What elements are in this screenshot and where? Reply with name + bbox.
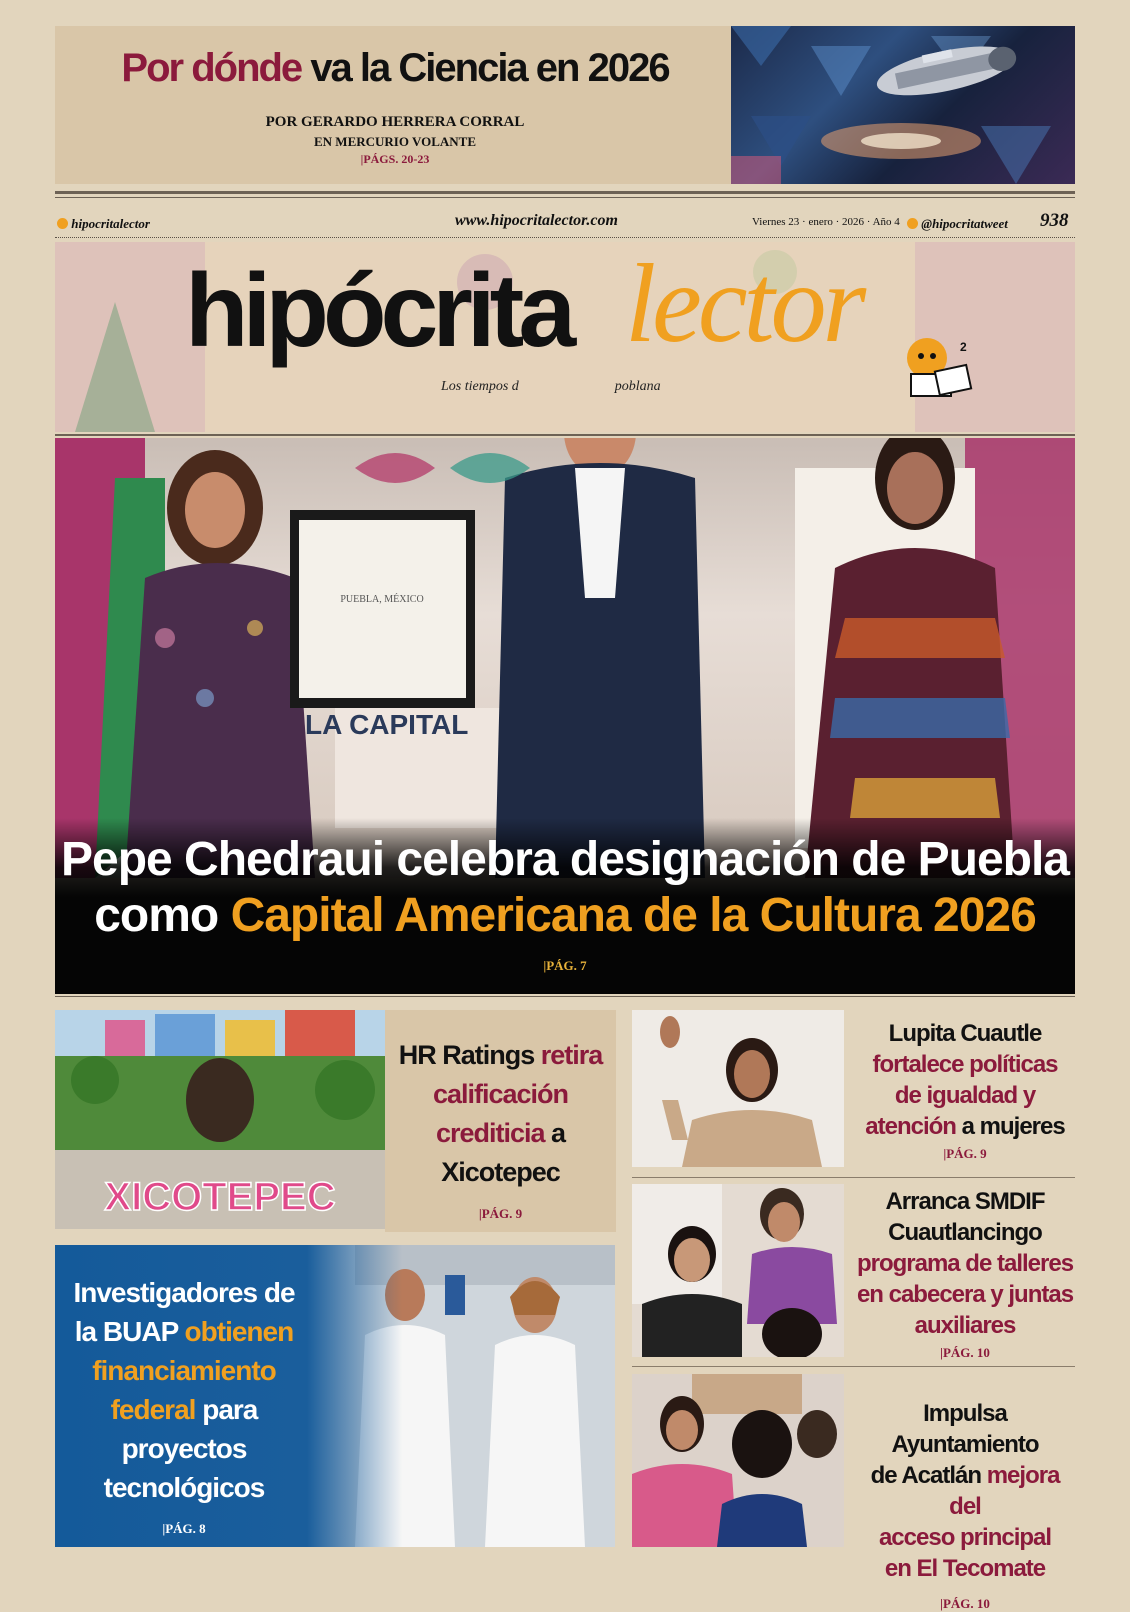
website-link[interactable]: www.hipocritalector.com xyxy=(455,212,618,229)
hero-headline-line1: Pepe Chedraui celebra designación de Puebla xyxy=(60,833,1069,886)
masthead-meta-row xyxy=(55,212,1075,238)
acatlan-story[interactable] xyxy=(855,1398,1075,1612)
banner-byline: POR GERARDO HERRERA CORRAL xyxy=(265,114,525,130)
banner-space-image xyxy=(731,26,1075,184)
logo-superscript: 2 xyxy=(960,340,967,354)
buap-page-ref: |PÁG. 8 xyxy=(162,1521,206,1536)
divider-rule xyxy=(55,191,1075,194)
smdif-page-ref: |PÁG. 10 xyxy=(940,1345,990,1360)
masthead xyxy=(55,242,1075,432)
banner-title-rest: va la Ciencia en 2026 xyxy=(310,46,669,90)
logo-light: lector xyxy=(625,242,863,366)
buap-story[interactable] xyxy=(55,1245,615,1547)
divider-rule xyxy=(55,197,1075,198)
facebook-handle[interactable]: hipocritalector xyxy=(57,216,150,232)
smdif-photo[interactable] xyxy=(632,1184,844,1357)
hero-page-ref: |PÁG. 7 xyxy=(543,958,587,973)
hero-photo[interactable] xyxy=(55,438,1075,878)
banner-pages: |PÁGS. 20-23 xyxy=(360,152,430,166)
certificate-text: PUEBLA, MÉXICO xyxy=(340,594,424,605)
banner-title-highlight: Por dónde xyxy=(121,46,302,90)
banner-publication: EN MERCURIO VOLANTE xyxy=(313,134,477,149)
issue-number: 938 xyxy=(1040,210,1069,231)
divider-rule xyxy=(55,996,1075,997)
divider-rule xyxy=(55,434,1075,436)
twitter-icon xyxy=(907,218,918,229)
buap-headline: Investigadores de la BUAP obtienen financiamiento federal para proyectos tecnológicos xyxy=(73,1277,295,1503)
logo-bold: hipócrita xyxy=(185,253,571,369)
acatlan-photo[interactable] xyxy=(632,1374,844,1547)
hero-headline-box[interactable] xyxy=(55,818,1075,994)
xicotepec-page-ref: |PÁG. 9 xyxy=(478,1206,523,1221)
smdif-headline: Arranca SMDIF Cuautlancingo programa de talleres en cabecera y juntas auxiliares xyxy=(856,1188,1074,1339)
hero-headline-line2: como Capital Americana de la Cultura 2026 xyxy=(94,889,1036,942)
acatlan-page-ref: |PÁG. 10 xyxy=(940,1596,990,1611)
xicotepec-story[interactable] xyxy=(385,1010,616,1232)
xicotepec-photo[interactable] xyxy=(55,1010,385,1229)
mascot-reader-icon xyxy=(897,334,977,400)
lupita-page-ref: |PÁG. 9 xyxy=(943,1146,987,1161)
issue-date: Viernes 23 · enero · 2026 · Año 4 xyxy=(752,216,900,228)
masthead-tagline: Los tiempos d poblana xyxy=(441,379,661,394)
xicotepec-headline: HR Ratings retira calificación crediticia a Xicotepec xyxy=(398,1040,603,1187)
divider-rule xyxy=(632,1366,1075,1367)
acatlan-headline: Impulsa Ayuntamiento de Acatlán mejora del acceso principal en El Tecomate xyxy=(870,1400,1060,1582)
divider-rule xyxy=(632,1177,1075,1178)
xicotepec-sign: XICOTEPEC xyxy=(104,1175,336,1219)
banner-title xyxy=(55,46,735,91)
smdif-story[interactable] xyxy=(855,1186,1075,1361)
lupita-story[interactable] xyxy=(855,1018,1075,1162)
lupita-photo[interactable] xyxy=(632,1010,844,1167)
backdrop-text: LA CAPITAL xyxy=(305,709,469,740)
lupita-headline: Lupita Cuautle fortalece políticas de igualdad y atención a mujeres xyxy=(865,1020,1065,1140)
top-banner[interactable] xyxy=(55,26,1075,184)
twitter-handle[interactable]: @hipocritatweet xyxy=(907,216,1008,232)
facebook-icon xyxy=(57,218,68,229)
